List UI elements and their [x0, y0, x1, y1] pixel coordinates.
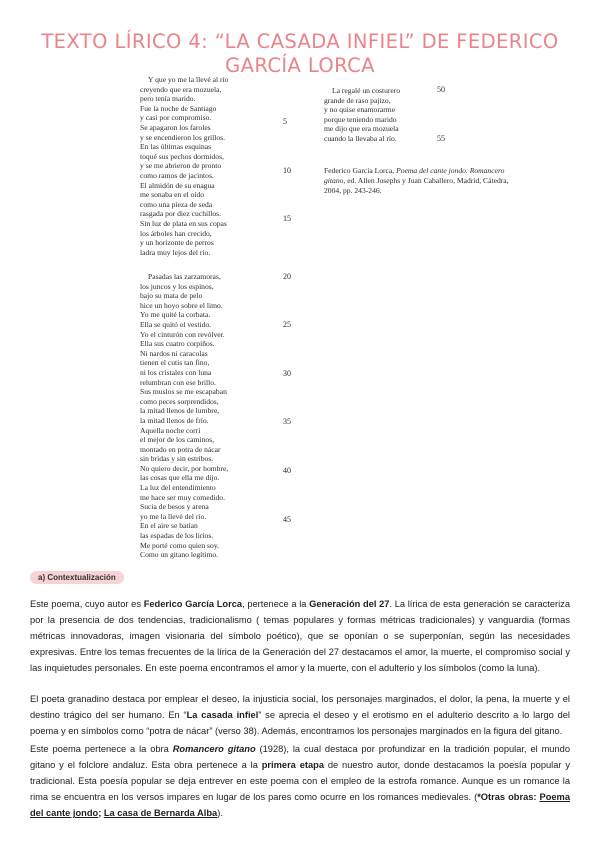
- poem-line: bajo su mata de pelo: [140, 291, 203, 301]
- poem-line: y se encendieron los grillos.: [140, 132, 225, 142]
- poem-line: Ella se quitó el vestido.: [140, 319, 212, 329]
- poem-line: Como un gitano legítimo.: [140, 550, 219, 560]
- line-number-40: 40: [283, 466, 291, 475]
- poem-line: y casi por compromiso.: [140, 113, 212, 123]
- p3-text-end: ).: [217, 808, 223, 819]
- line-number-5: 5: [283, 117, 287, 126]
- poem-line: yo me la llevé del río.: [140, 511, 207, 521]
- line-number-45: 45: [283, 515, 291, 524]
- poem-line: y se me abrieron de pronto: [140, 161, 222, 171]
- p3-text-b: (1928), la cual destaca por profundizar en la tradición popular, el mundo gitano y el folclore andaluz. Esta obra pertenece a la: [30, 744, 570, 771]
- poem-line: las cosas que ella me dijo.: [140, 473, 220, 483]
- poem-line: La regalé un costurero: [332, 86, 401, 95]
- p1-text-b: , pertenece a la: [242, 599, 310, 609]
- poem-line: sin bridas y sin estribos.: [140, 454, 214, 464]
- poem-line: y no quise enamorarme: [324, 105, 396, 115]
- poem-line: me dijo que era mozuela: [324, 124, 399, 134]
- poem-line: como peces sorprendidos,: [140, 396, 219, 406]
- poem-line: Sus muslos se me escapaban: [140, 387, 227, 397]
- poem-line: Pasadas las zarzamoras,: [148, 272, 221, 281]
- paragraph-1: [30, 596, 570, 676]
- poem-line: En las últimas esquinas: [140, 142, 212, 152]
- poem-line: la mitad llenos de frío.: [140, 415, 209, 425]
- poem-line: me hace ser muy comedido.: [140, 492, 225, 502]
- poem-line: los árboles han crecido,: [140, 228, 212, 238]
- poem-line: Yo el cinturón con revólver.: [140, 329, 225, 339]
- poem-line: Sin luz de plata en sus copas: [140, 218, 227, 228]
- p2-text-a: El poeta granadino destaca por emplear el deseo, la injusticia social, los personajes marginados, el dolor, la pena, la muerte y el destino trágico del ser humano. En “: [30, 694, 570, 721]
- poem-line: No quiero decir, por hombre,: [140, 463, 229, 473]
- poem-line: Aquella noche corrí: [140, 425, 201, 435]
- citation-author: Federico García Lorca,: [324, 166, 395, 175]
- p3-separator: ;: [98, 808, 104, 819]
- p3-text-c: de nuestro autor, donde destacamos la poesía popular y tradicional. Esta poesía popular se deja entrever en este poema con el empleo de la estrofa romance. Aunque es un romance la rima se encuentra en los versos impares en lugar de los pares como ocurre en los romances medievales. (: [30, 760, 570, 803]
- poem-line: Y que yo me la llevé al río: [148, 75, 229, 84]
- poem-line: Se apagaron los faroles: [140, 122, 211, 132]
- line-number-15: 15: [283, 214, 291, 223]
- poem-line: el mejor de los caminos,: [140, 435, 215, 445]
- line-number-25: 25: [283, 320, 291, 329]
- poem-line: porque teniendo marido: [324, 114, 397, 124]
- poem-line: creyendo que era mozuela,: [140, 84, 222, 94]
- poem-line: La luz del entendimiento: [140, 483, 216, 493]
- poem-line: ladra muy lejos del río.: [140, 247, 211, 257]
- page-title: TEXTO LÍRICO 4: “LA CASADA INFIEL” DE FEDERICO GARCÍA LORCA: [41, 30, 559, 77]
- poem-line: Sucia de besos y arena: [140, 502, 209, 512]
- p3-text-a: Este poema pertenece a la obra: [30, 744, 173, 754]
- poem-line: grande de raso pajizo,: [324, 95, 391, 105]
- p1-author: Federico García Lorca: [143, 599, 243, 609]
- line-number-50: 50: [437, 85, 445, 94]
- poem-column-1-stanza-1: [140, 75, 228, 257]
- poem-column-2: [324, 86, 400, 144]
- poem-line: Ella sus cuatro corpiños.: [140, 339, 215, 349]
- poem-line: y un horizonte de perros: [140, 238, 214, 248]
- section-label-contextualizacion: a) Contextualización: [30, 571, 124, 584]
- citation-work: Poema del cante jondo. Romancero gitano: [324, 166, 505, 185]
- p3-other-work-1: Poema del cante jondo: [30, 792, 570, 819]
- poem-line: tienen el cutis tan fino,: [140, 358, 210, 368]
- poem-line: Ni nardos ni caracolas: [140, 348, 208, 358]
- line-number-10: 10: [283, 166, 291, 175]
- poem-line: ni los cristales con luna: [140, 367, 212, 377]
- poem-line: los juncos y los espinos,: [140, 281, 214, 291]
- poem-line: rasgada por diez cuchillos.: [140, 209, 221, 219]
- p1-text-c: . La lírica de esta generación se caracteriza por la presencia de dos tendencias, tradicionalismo ( temas populares y formas métricas tradicionales) y vanguardia (formas métricas innovadoras, imagen visionaria del símbolo poético), que se oponían o se superponían, según las necesidades expresivas. Entre los temas frecuentes de la lírica de la Generación del 27 destacamos el amor, la muerte, el compromiso social y las inquietudes personales. En este poema encontramos el amor y la muerte, con el adulterio y los símbolos (como la luna).: [30, 599, 570, 674]
- poem-column-1-stanza-2: [140, 272, 228, 560]
- p3-other-works-label: *Otras obras:: [477, 792, 540, 803]
- poem-line: toqué sus pechos dormidos,: [140, 151, 224, 161]
- p3-work-title: Romancero gitano: [172, 744, 256, 754]
- poem-line: como una pieza de seda: [140, 199, 213, 209]
- poem-line: relumbran con ese brillo.: [140, 377, 216, 387]
- poem-citation: [324, 166, 524, 196]
- p2-text-b: ” se aprecia el deseo y el erotismo en el adulterio descrito a lo largo del poema y en símbolos como “potra de nácar” (verso 38). Además, encontramos los personajes marginados en la figura del gitano.: [30, 710, 570, 737]
- poem-line: hice un hoyo sobre el limo.: [140, 300, 223, 310]
- p2-poem-title: La casada infiel: [186, 710, 259, 721]
- p3-other-work-2: La casa de Bernarda Alba: [103, 808, 218, 819]
- poem-line: Yo me quité la corbata.: [140, 310, 211, 320]
- poem-line: la mitad llenos de lumbre,: [140, 406, 220, 416]
- poem-line: como ramos de jacintos.: [140, 170, 214, 180]
- poem-line: las espadas de los lirios.: [140, 531, 214, 541]
- line-number-30: 30: [283, 369, 291, 378]
- poem-line: montado en potra de nácar: [140, 444, 221, 454]
- poem-line: pero tenía marido.: [140, 94, 196, 104]
- poem-line: En el aire se batían: [140, 521, 198, 531]
- poem-line: cuando la llevaba al río.: [324, 133, 397, 143]
- p3-stage: primera etapa: [261, 760, 324, 771]
- citation-details: , ed. Allen Josephs y Juan Caballero, Madrid, Cátedra, 2004, pp. 243-246.: [324, 176, 509, 195]
- poem-line: Fue la noche de Santiago: [140, 103, 217, 113]
- line-number-35: 35: [283, 417, 291, 426]
- poem-line: me sonaba en el oído: [140, 190, 205, 200]
- poem-line: El almidón de su enagua: [140, 180, 215, 190]
- line-number-55: 55: [437, 134, 445, 143]
- line-number-20: 20: [283, 272, 291, 281]
- poem-line: Me porté como quien soy.: [140, 540, 220, 550]
- p1-generation: Generación del 27: [309, 599, 390, 609]
- paragraph-2: [30, 691, 570, 739]
- p1-text-a: Este poema, cuyo autor es: [30, 599, 144, 609]
- paragraph-3: [30, 741, 570, 821]
